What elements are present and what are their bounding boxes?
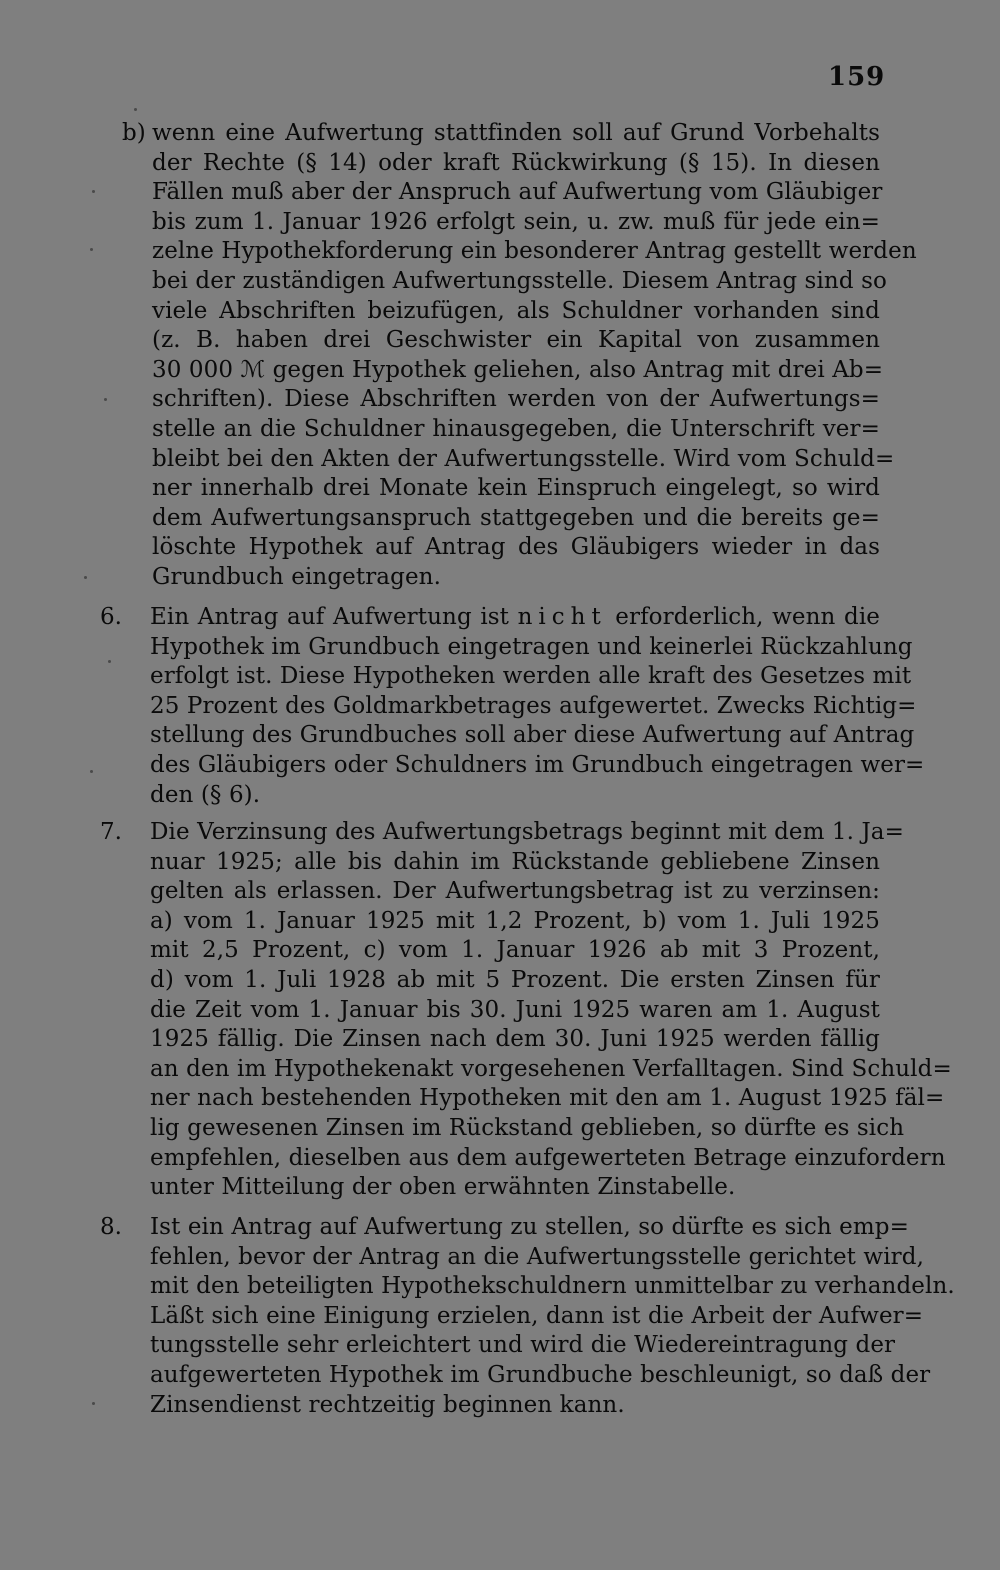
item-label: 6. (100, 604, 122, 630)
text-line: erfolgt ist. Diese Hypotheken werden alle kraft des Gesetzes mit (150, 663, 912, 690)
scan-speck (90, 248, 93, 251)
text-line: ner nach bestehenden Hypotheken mit den am 1. August 1925 fäl= (150, 1085, 945, 1112)
text-line: wenn eine Aufwertung stattfinden soll auf Grund Vorbehalts (152, 120, 880, 146)
scan-speck (84, 576, 87, 579)
scan-speck (108, 660, 111, 663)
text-line: tungsstelle sehr erleichtert und wird die Wiedereintragung der (150, 1332, 896, 1359)
text-line: den (§ 6). (150, 781, 261, 808)
text-line: bei der zuständigen Aufwertungsstelle. Diesem Antrag sind so (152, 267, 887, 294)
text-line: stelle an die Schuldner hinausgegeben, die Unterschrift ver= (152, 415, 880, 442)
text-line: aufgewerteten Hypothek im Grundbuche beschleunigt, so daß der (150, 1361, 931, 1388)
page-number: 159 (828, 62, 886, 92)
section-7 (100, 818, 952, 1203)
text-line: 25 Prozent des Goldmarkbetrages aufgewertet. Zwecks Richtig= (150, 692, 917, 719)
scan-speck (104, 398, 107, 401)
item-label: 7. (100, 819, 122, 845)
text-line: Hypothek im Grundbuch eingetragen und keinerlei Rückzahlung (150, 633, 913, 660)
scan-speck (90, 770, 93, 773)
text-line: Grundbuch eingetragen. (152, 563, 441, 590)
text-line: zelne Hypothekforderung ein besonderer Antrag gestellt werden (152, 238, 917, 265)
text-line: der Rechte (§ 14) oder kraft Rückwirkung (§ 15). In diesen (152, 149, 880, 176)
list-item (100, 1213, 955, 1420)
text-line: a) vom 1. Januar 1925 mit 1,2 Prozent, b) vom 1. Juli 1925 (150, 907, 880, 934)
text-fragment: Ein Antrag auf Aufwertung ist (150, 604, 510, 630)
text-line: dem Aufwertungsanspruch stattgegeben und die bereits ge= (152, 504, 880, 531)
section-8 (100, 1213, 955, 1420)
text-line: an den im Hypothekenakt vorgesehenen Verfalltagen. Sind Schuld= (150, 1055, 952, 1082)
text-line: bleibt bei den Akten der Aufwertungsstelle. Wird vom Schuld= (152, 445, 895, 472)
text-line: (z. B. haben drei Geschwister ein Kapital von zusammen (152, 327, 880, 354)
section-b (122, 119, 917, 593)
text-line: Fällen muß aber der Anspruch auf Aufwertung vom Gläubiger (152, 179, 883, 206)
text-line: des Gläubigers oder Schuldners im Grundbuch eingetragen wer= (150, 751, 925, 778)
list-item (100, 603, 925, 810)
scan-speck (134, 108, 137, 111)
item-label: 8. (100, 1214, 122, 1240)
text-line: unter Mitteilung der oben erwähnten Zinstabelle. (150, 1174, 736, 1201)
text-line: fehlen, bevor der Antrag an die Aufwertungsstelle gerichtet wird, (150, 1243, 924, 1270)
text-line: mit den beteiligten Hypothekschuldnern unmittelbar zu verhandeln. (150, 1273, 955, 1300)
text-line: Ist ein Antrag auf Aufwertung zu stellen, so dürfte es sich emp= (150, 1214, 909, 1240)
text-line: Die Verzinsung des Aufwertungsbetrags beginnt mit dem 1. Ja= (150, 819, 904, 845)
text-line: stellung des Grundbuches soll aber diese Aufwertung auf Antrag (150, 722, 915, 749)
text-line: Läßt sich eine Einigung erzielen, dann ist die Arbeit der Aufwer= (150, 1302, 924, 1329)
item-label: b) (122, 120, 146, 146)
section-6 (100, 603, 925, 810)
text-line: Zinsendienst rechtzeitig beginnen kann. (150, 1391, 625, 1418)
text-line: ner innerhalb drei Monate kein Einspruch eingelegt, so wird (152, 475, 880, 502)
list-item (122, 119, 917, 593)
emphasized-text: nicht (517, 604, 607, 630)
text-line: lig gewesenen Zinsen im Rückstand geblieben, so dürfte es sich (150, 1114, 905, 1141)
scan-speck (92, 190, 95, 193)
text-line: mit 2,5 Prozent, c) vom 1. Januar 1926 ab mit 3 Prozent, (150, 937, 880, 964)
text-line: die Zeit vom 1. Januar bis 30. Juni 1925 waren am 1. August (150, 996, 880, 1023)
text-line: schriften). Diese Abschriften werden von der Aufwertungs= (152, 386, 880, 413)
text-line: 30 000 ℳ gegen Hypothek geliehen, also Antrag mit drei Ab= (152, 356, 884, 383)
scan-speck (92, 1402, 95, 1405)
text-line: löschte Hypothek auf Antrag des Gläubigers wieder in das (152, 534, 880, 561)
text-line: gelten als erlassen. Der Aufwertungsbetrag ist zu verzinsen: (150, 878, 880, 905)
text-line: d) vom 1. Juli 1928 ab mit 5 Prozent. Die ersten Zinsen für (150, 966, 880, 993)
text-line: 1925 fällig. Die Zinsen nach dem 30. Juni 1925 werden fällig (150, 1026, 880, 1053)
text-line: bis zum 1. Januar 1926 erfolgt sein, u. zw. muß für jede ein= (152, 208, 880, 235)
text-line: empfehlen, dieselben aus dem aufgewerteten Betrage einzufordern (150, 1144, 946, 1171)
text-line (150, 603, 880, 633)
list-item (100, 818, 952, 1203)
text-fragment: erforderlich, wenn die (615, 604, 880, 630)
text-line: viele Abschriften beizufügen, als Schuldner vorhanden sind (152, 297, 880, 324)
text-line: nuar 1925; alle bis dahin im Rückstande gebliebene Zinsen (150, 848, 880, 875)
